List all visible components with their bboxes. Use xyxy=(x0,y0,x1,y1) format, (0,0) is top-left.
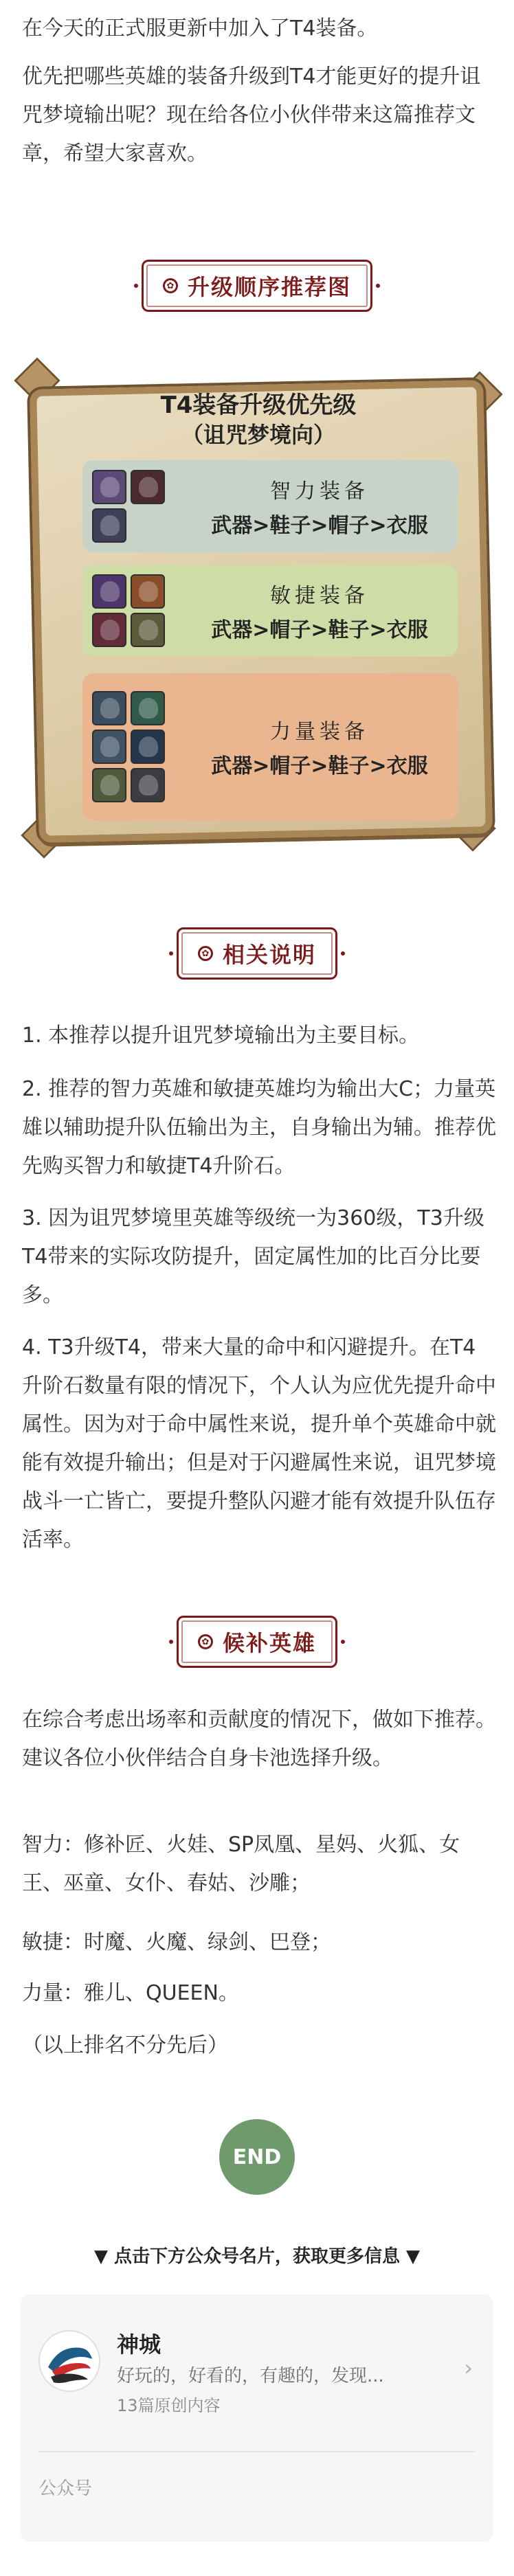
hero-portrait xyxy=(92,508,126,543)
card-order: 武器>帽子>鞋子>衣服 xyxy=(211,754,428,778)
account-logo-icon xyxy=(40,2331,99,2391)
candidates-int: 智力：修补匠、火娃、SP凤凰、星妈、火狐、女王、巫童、女仆、春姑、沙雕； xyxy=(22,1833,460,1895)
str-equipment-card xyxy=(82,673,458,820)
note-2: 2. 推荐的智力英雄和敏捷英雄均为输出大C；力量英雄以辅助提升队伍输出为主，自身输出为辅。推荐优先购买智力和敏捷T4升阶石。 xyxy=(22,1077,496,1178)
poster-title: T4装备升级优先级 xyxy=(160,392,357,419)
candidates-agi: 敏捷：时魔、火魔、绿剑、巴登； xyxy=(22,1930,331,1954)
candidates-note: （以上排名不分先后） xyxy=(22,2033,228,2057)
intro-line-2: 优先把哪些英雄的装备升级到T4才能更好的提升诅咒梦境输出呢？现在给各位小伙伴带来这篇推荐文章，希望大家喜欢。 xyxy=(22,65,481,166)
title-box xyxy=(177,927,337,980)
divider xyxy=(38,2451,476,2452)
hero-portrait xyxy=(92,730,126,764)
hero-portrait xyxy=(131,691,165,725)
section-title-upgrade-order xyxy=(0,258,514,313)
hero-portrait xyxy=(131,470,165,504)
candidates-str: 力量：雅儿、QUEEN。 xyxy=(22,1981,239,2005)
account-card[interactable] xyxy=(21,2294,493,2542)
upgrade-priority-poster xyxy=(14,357,503,859)
section-title-candidates xyxy=(0,1614,514,1669)
hero-portrait xyxy=(92,470,126,504)
hero-portrait xyxy=(92,691,126,725)
intro-line-1: 在今天的正式服更新中加入了T4装备。 xyxy=(22,16,378,41)
hero-portrait xyxy=(92,768,126,802)
card-name: 力量装备 xyxy=(270,720,369,744)
card-order: 武器>帽子>鞋子>衣服 xyxy=(211,618,428,642)
flower-icon: ✿ xyxy=(198,1634,213,1649)
account-avatar xyxy=(38,2330,100,2392)
flower-icon: ✿ xyxy=(198,946,213,961)
chevron-right-icon[interactable]: › xyxy=(464,2355,473,2381)
section-label: 候补英雄 xyxy=(222,1630,316,1656)
hero-portraits xyxy=(82,691,181,802)
hero-portrait xyxy=(92,613,126,647)
account-type: 公众号 xyxy=(38,2478,93,2499)
hero-portrait xyxy=(131,574,165,609)
account-description: 好玩的，好看的，有趣的，发现... xyxy=(117,2366,384,2386)
hero-portraits xyxy=(82,574,181,647)
agi-equipment-card xyxy=(82,565,458,657)
hero-portrait xyxy=(92,574,126,609)
section-label: 升级顺序推荐图 xyxy=(187,274,351,300)
hero-portraits xyxy=(82,470,181,543)
section-title-notes xyxy=(0,926,514,981)
hero-portrait xyxy=(131,613,165,647)
card-order: 武器>鞋子>帽子>衣服 xyxy=(211,514,428,538)
card-name: 智力装备 xyxy=(270,479,369,504)
int-equipment-card xyxy=(82,460,458,552)
title-box xyxy=(177,1616,337,1668)
hero-portrait xyxy=(131,768,165,802)
note-4: 4. T3升级T4，带来大量的命中和闪避提升。在T4升阶石数量有限的情况下，个人认为应优先提升命中属性。因为对于命中属性来说，提升单个英雄命中就能有效提升输出；但是对于闪避属性来说，诅咒梦境战斗一亡皆亡，要提升整队闪避才能有效提升队伍存活率。 xyxy=(22,1335,496,1552)
title-box xyxy=(142,260,372,312)
card-name: 敏捷装备 xyxy=(270,584,369,608)
section-label: 相关说明 xyxy=(222,942,316,968)
promo-text: ▼ 点击下方公众号名片，获取更多信息 ▼ xyxy=(93,2246,421,2267)
account-article-count: 13篇原创内容 xyxy=(117,2396,221,2415)
end-badge: END xyxy=(219,2119,295,2195)
hero-portrait xyxy=(131,730,165,764)
note-1: 1. 本推荐以提升诅咒梦境输出为主要目标。 xyxy=(22,1024,420,1048)
note-3: 3. 因为诅咒梦境里英雄等级统一为360级，T3升级T4带来的实际攻防提升，固定属性加的比百分比要多。 xyxy=(22,1206,484,1307)
candidates-intro: 在综合考虑出场率和贡献度的情况下，做如下推荐。建议各位小伙伴结合自身卡池选择升级。 xyxy=(22,1708,496,1770)
flower-icon: ✿ xyxy=(163,278,178,293)
account-name: 神城 xyxy=(117,2331,161,2358)
poster-subtitle: （诅咒梦境向） xyxy=(181,422,335,448)
